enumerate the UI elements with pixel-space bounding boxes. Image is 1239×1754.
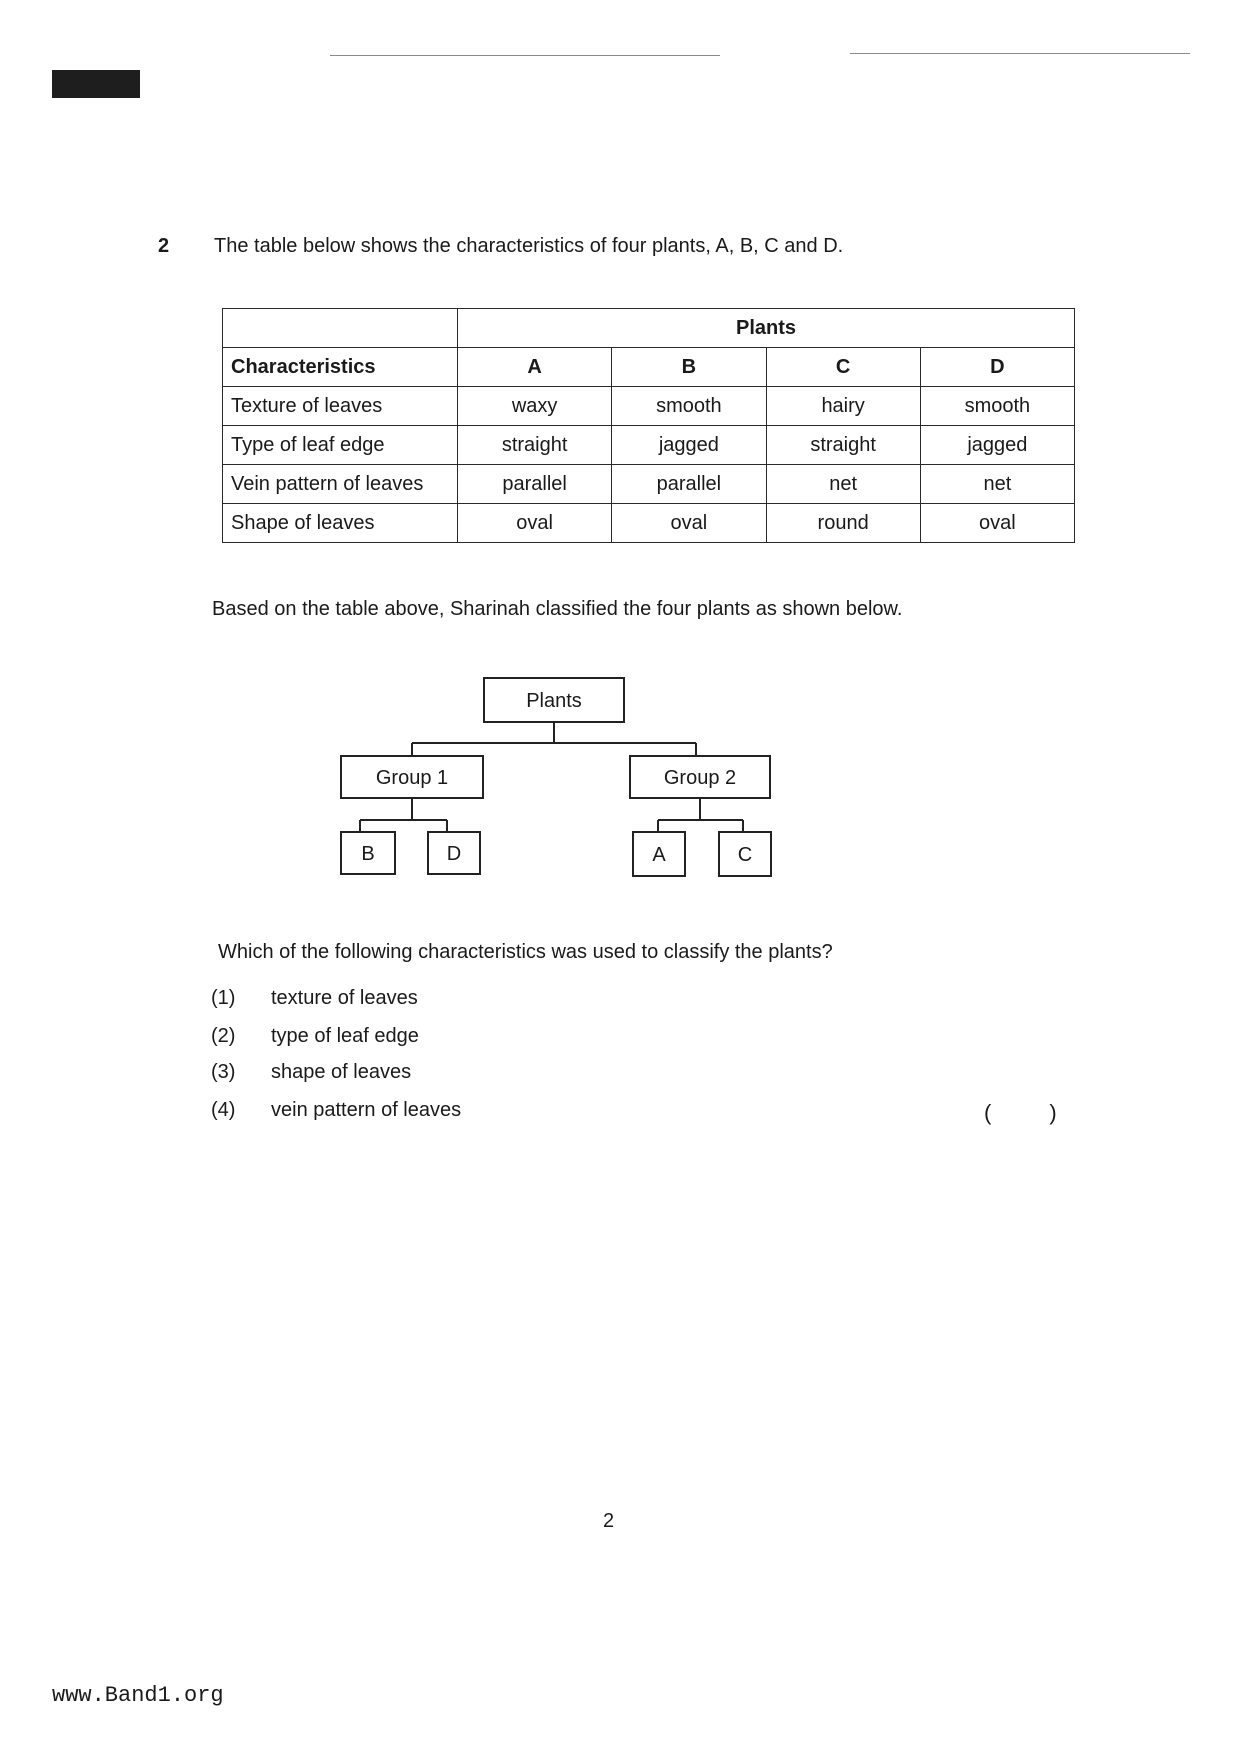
redaction-block (52, 70, 140, 98)
option-number: (1) (211, 987, 236, 1009)
table-cell: oval (612, 504, 766, 543)
plant-header-b: B (612, 348, 766, 387)
question-intro: The table below shows the characteristics of four plants, A, B, C and D. (214, 235, 844, 257)
row-label: Shape of leaves (223, 504, 458, 543)
option-text: vein pattern of leaves (271, 1099, 462, 1121)
table-cell: smooth (920, 387, 1074, 426)
table-cell: hairy (766, 387, 920, 426)
footer-url: www.Band1.org (52, 1683, 224, 1708)
option-number: (3) (211, 1061, 236, 1083)
plant-header-d: D (920, 348, 1074, 387)
row-label: Vein pattern of leaves (223, 465, 458, 504)
leaf-label-c: C (737, 844, 753, 866)
leaf-label-b: B (361, 843, 375, 865)
plants-group-header: Plants (458, 309, 1075, 348)
top-rule-right (850, 53, 1190, 54)
page-number: 2 (603, 1510, 615, 1532)
table-group-header-row (223, 309, 1075, 348)
table-row (223, 504, 1075, 543)
top-rule-left (330, 55, 720, 56)
plant-header-a: A (458, 348, 612, 387)
characteristics-table (222, 308, 1075, 543)
table-header-row (223, 348, 1075, 387)
answer-bracket-open: ( (984, 1100, 992, 1125)
table-cell: oval (458, 504, 612, 543)
answer-bracket-close: ) (1049, 1100, 1057, 1125)
answer-box[interactable] (984, 1100, 1057, 1126)
option-number: (2) (211, 1025, 236, 1047)
table-cell: net (766, 465, 920, 504)
question-number: 2 (158, 235, 170, 257)
table-cell: net (920, 465, 1074, 504)
table-cell: waxy (458, 387, 612, 426)
table-cell: oval (920, 504, 1074, 543)
group1-label: Group 1 (375, 767, 449, 789)
option-number: (4) (211, 1099, 236, 1121)
option-text: texture of leaves (271, 987, 418, 1009)
table-cell: smooth (612, 387, 766, 426)
table-row (223, 426, 1075, 465)
table-corner-cell (223, 309, 458, 348)
option-text: shape of leaves (271, 1061, 412, 1083)
characteristics-header: Characteristics (223, 348, 458, 387)
table-row (223, 465, 1075, 504)
table-cell: jagged (612, 426, 766, 465)
leaf-label-d: D (446, 843, 462, 865)
row-label: Type of leaf edge (223, 426, 458, 465)
leaf-label-a: A (652, 844, 666, 866)
table-cell: straight (458, 426, 612, 465)
row-label: Texture of leaves (223, 387, 458, 426)
classification-diagram (300, 660, 800, 890)
table-cell: straight (766, 426, 920, 465)
group2-label: Group 2 (663, 767, 737, 789)
option-text: type of leaf edge (271, 1025, 419, 1047)
root-label: Plants (526, 690, 582, 712)
question-prompt: Which of the following characteristics was used to classify the plants? (218, 941, 833, 963)
table-cell: round (766, 504, 920, 543)
table-cell: parallel (458, 465, 612, 504)
table-cell: jagged (920, 426, 1074, 465)
table-cell: parallel (612, 465, 766, 504)
table-row (223, 387, 1075, 426)
plant-header-c: C (766, 348, 920, 387)
classification-intro: Based on the table above, Sharinah classified the four plants as shown below. (212, 598, 903, 620)
